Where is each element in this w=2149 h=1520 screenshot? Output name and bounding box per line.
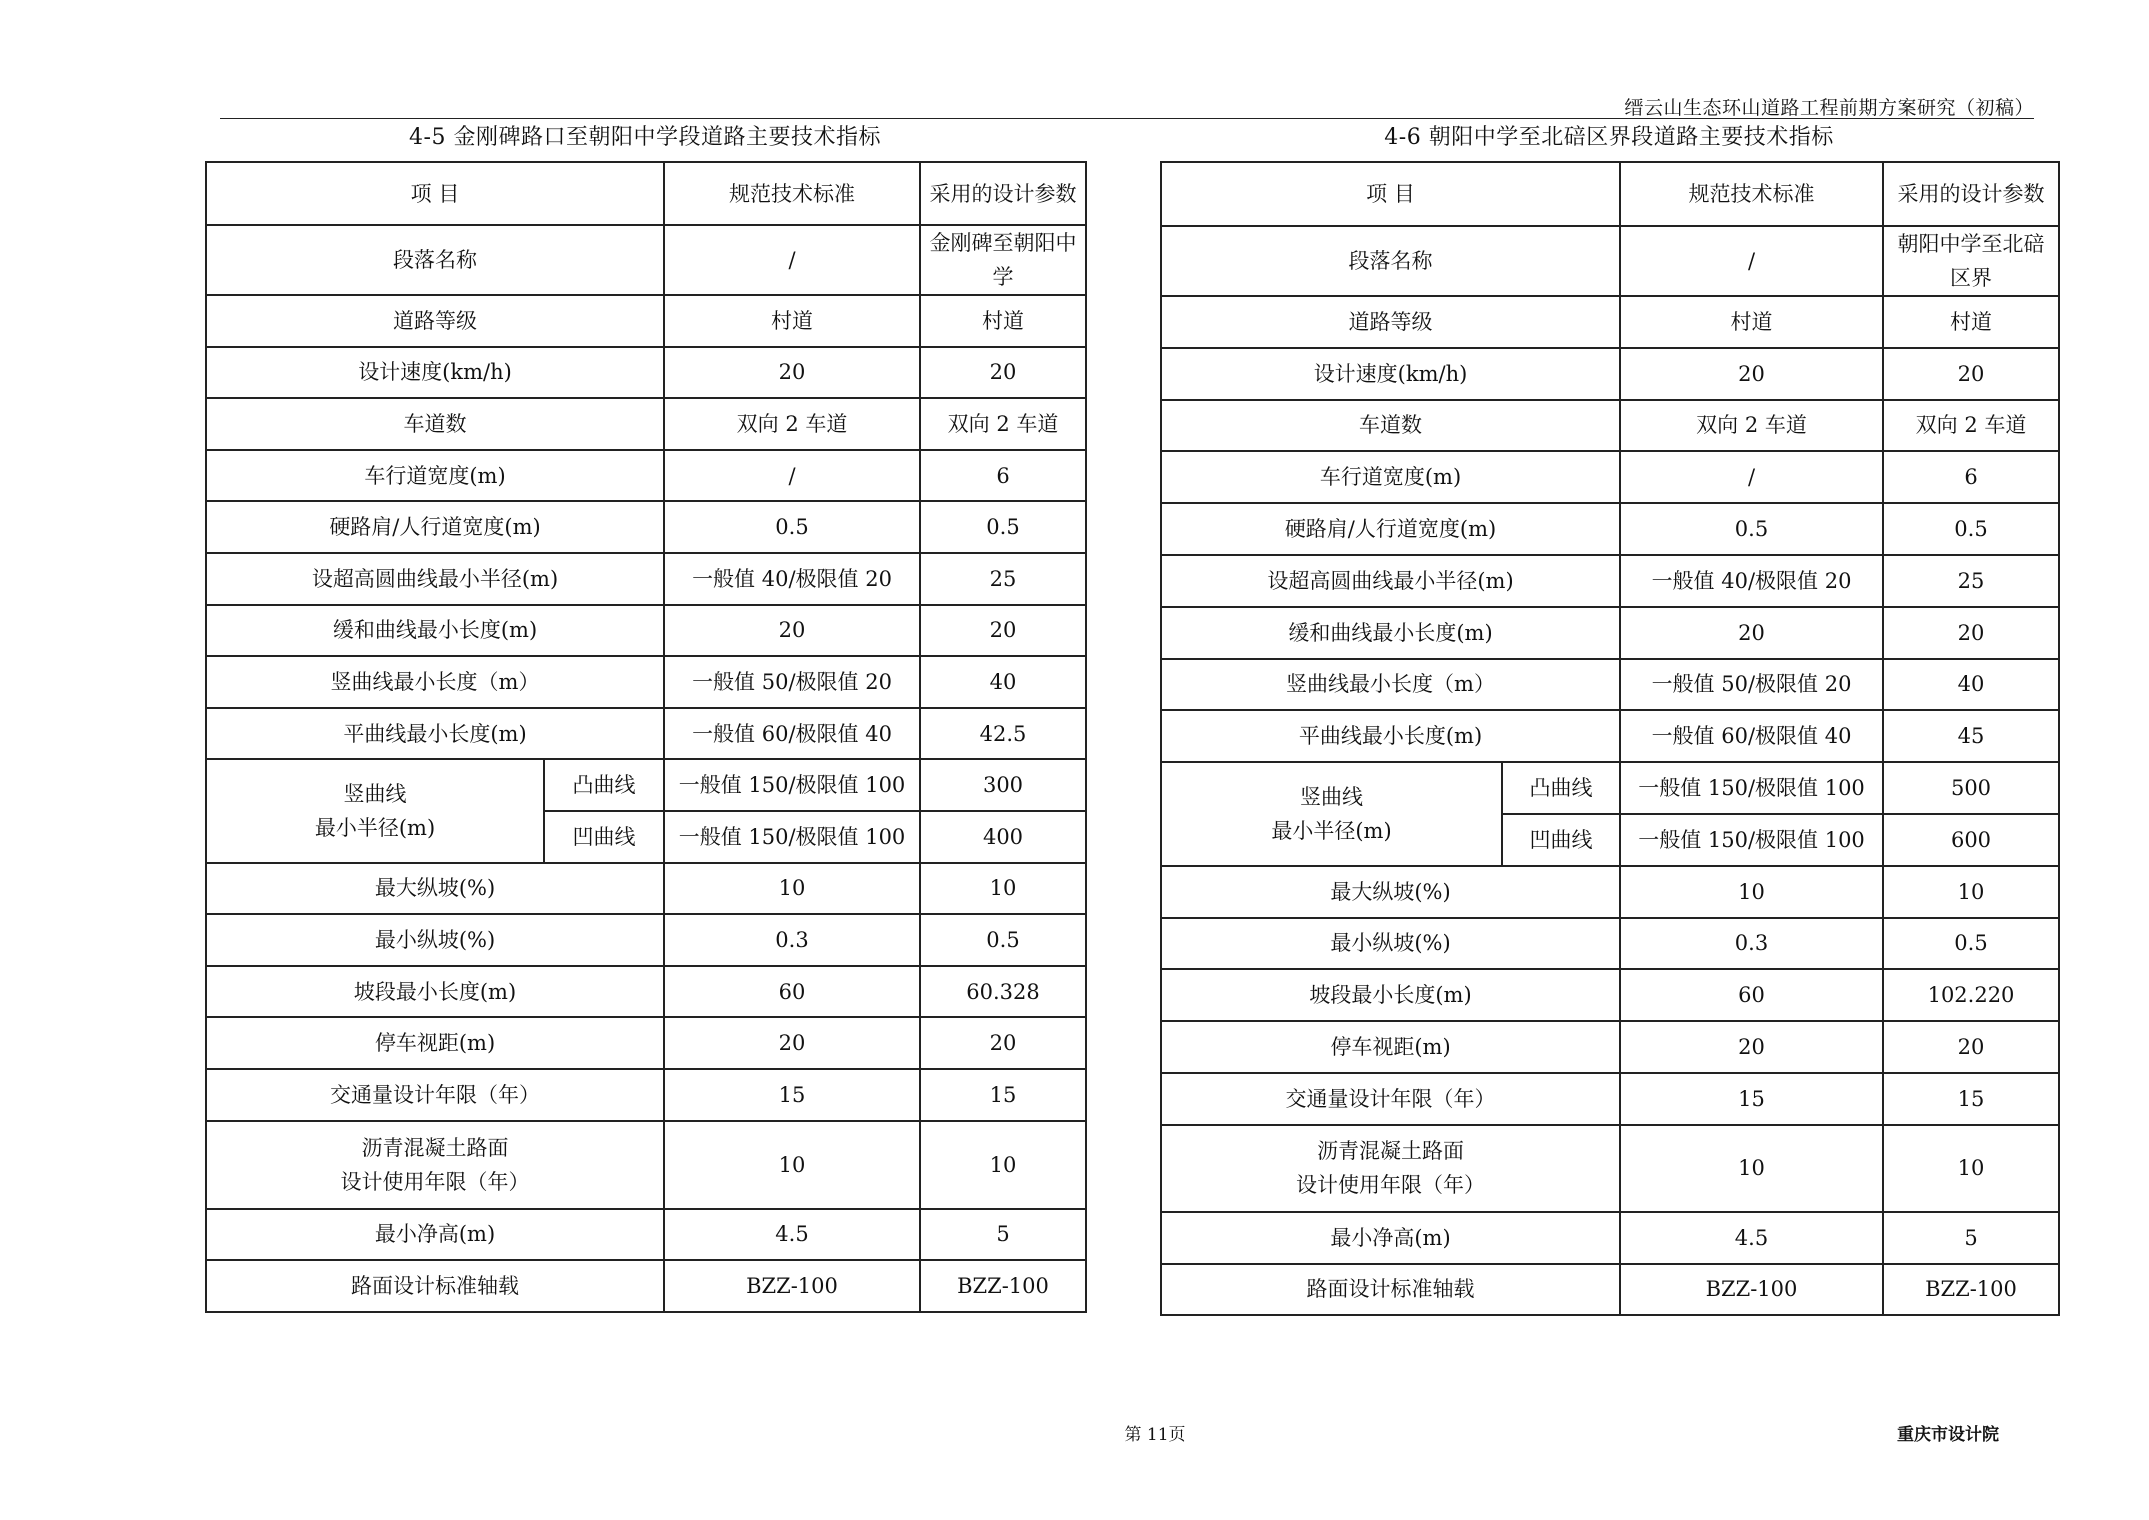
row-standard: / xyxy=(664,450,920,502)
table-row xyxy=(1161,1021,2059,1073)
row-design: 村道 xyxy=(920,295,1086,347)
row-standard: 20 xyxy=(1620,1021,1883,1073)
row-design: 40 xyxy=(920,656,1086,708)
table-row xyxy=(1161,866,2059,918)
row-standard: 双向 2 车道 xyxy=(664,398,920,450)
row-item: 停车视距(m) xyxy=(1161,1021,1620,1073)
table-row xyxy=(1161,710,2059,762)
table-row xyxy=(206,656,1086,708)
row-standard: 4.5 xyxy=(664,1209,920,1261)
table-row xyxy=(1161,659,2059,711)
row-item: 设计速度(km/h) xyxy=(1161,348,1620,400)
spec-table-left xyxy=(205,161,1087,1313)
row-standard: 0.3 xyxy=(664,914,920,966)
row-standard: BZZ-100 xyxy=(664,1260,920,1312)
table-row xyxy=(206,1017,1086,1069)
row-item: 车行道宽度(m) xyxy=(206,450,664,502)
row-standard: 20 xyxy=(664,1017,920,1069)
row-standard: 一般值 40/极限值 20 xyxy=(664,553,920,605)
row-standard: 村道 xyxy=(664,295,920,347)
row-item: 道路等级 xyxy=(1161,296,1620,348)
row-standard: / xyxy=(664,225,920,295)
asphalt-label-line1: 沥青混凝土路面 xyxy=(1317,1139,1464,1164)
row-design: 双向 2 车道 xyxy=(1883,400,2059,452)
vertical-curve-label-line2: 最小半径(m) xyxy=(1271,818,1392,843)
row-design: 10 xyxy=(1883,866,2059,918)
col-header-standard: 规范技术标准 xyxy=(1620,162,1883,226)
asphalt-label xyxy=(206,1121,664,1209)
row-design: 25 xyxy=(1883,555,2059,607)
table-row xyxy=(206,225,1086,295)
convex-label: 凸曲线 xyxy=(1502,762,1620,814)
row-item: 硬路肩/人行道宽度(m) xyxy=(1161,503,1620,555)
row-item: 硬路肩/人行道宽度(m) xyxy=(206,501,664,553)
row-standard: 20 xyxy=(1620,607,1883,659)
table-row xyxy=(206,1069,1086,1121)
header-rule xyxy=(220,118,2034,119)
row-item: 最小纵坡(%) xyxy=(206,914,664,966)
table-row xyxy=(1161,555,2059,607)
table-row xyxy=(1161,1073,2059,1125)
table-row xyxy=(206,914,1086,966)
concave-standard: 一般值 150/极限值 100 xyxy=(1620,814,1883,866)
table-row xyxy=(1161,451,2059,503)
row-design: 6 xyxy=(1883,451,2059,503)
row-standard: 村道 xyxy=(1620,296,1883,348)
convex-label: 凸曲线 xyxy=(544,759,664,811)
row-standard: 一般值 50/极限值 20 xyxy=(664,656,920,708)
row-design: 45 xyxy=(1883,710,2059,762)
row-design: BZZ-100 xyxy=(920,1260,1086,1312)
row-design: 10 xyxy=(920,863,1086,915)
row-design: 0.5 xyxy=(920,914,1086,966)
asphalt-label-line2: 设计使用年限（年） xyxy=(340,1169,530,1194)
row-item: 最大纵坡(%) xyxy=(206,863,664,915)
row-design: 20 xyxy=(1883,348,2059,400)
row-standard: 0.5 xyxy=(664,501,920,553)
row-standard: 一般值 60/极限值 40 xyxy=(664,708,920,760)
spec-table-right xyxy=(1160,161,2060,1316)
table-row xyxy=(1161,400,2059,452)
row-design: 0.5 xyxy=(1883,503,2059,555)
row-item: 缓和曲线最小长度(m) xyxy=(1161,607,1620,659)
col-header-item: 项 目 xyxy=(206,162,664,225)
row-design: 20 xyxy=(920,1017,1086,1069)
row-item: 路面设计标准轴载 xyxy=(1161,1264,1620,1316)
row-standard: 4.5 xyxy=(1620,1212,1883,1264)
row-standard: 双向 2 车道 xyxy=(1620,400,1883,452)
header-row xyxy=(206,162,1086,225)
row-item: 最小净高(m) xyxy=(206,1209,664,1261)
row-standard: / xyxy=(1620,451,1883,503)
table-row xyxy=(1161,1264,2059,1316)
table-row xyxy=(1161,296,2059,348)
table-row xyxy=(206,553,1086,605)
concave-design: 400 xyxy=(920,811,1086,863)
row-item: 道路等级 xyxy=(206,295,664,347)
asphalt-label-line1: 沥青混凝土路面 xyxy=(361,1135,509,1160)
row-item: 坡段最小长度(m) xyxy=(1161,969,1620,1021)
col-header-design: 采用的设计参数 xyxy=(920,162,1086,225)
row-item: 车道数 xyxy=(1161,400,1620,452)
table-row xyxy=(206,450,1086,502)
row-item: 设超高圆曲线最小半径(m) xyxy=(1161,555,1620,607)
row-item: 设计速度(km/h) xyxy=(206,347,664,399)
vertical-curve-label xyxy=(1161,762,1502,866)
row-design: 15 xyxy=(920,1069,1086,1121)
row-design: 60.328 xyxy=(920,966,1086,1018)
table-row xyxy=(206,605,1086,657)
row-design: 村道 xyxy=(1883,296,2059,348)
row-standard: 20 xyxy=(664,347,920,399)
table-row xyxy=(206,398,1086,450)
row-standard: 60 xyxy=(664,966,920,1018)
table-row xyxy=(1161,226,2059,296)
table-row xyxy=(1161,969,2059,1021)
table-row xyxy=(1161,503,2059,555)
row-item: 车道数 xyxy=(206,398,664,450)
row-item: 段落名称 xyxy=(206,225,664,295)
asphalt-row xyxy=(1161,1125,2059,1212)
row-item: 缓和曲线最小长度(m) xyxy=(206,605,664,657)
concave-label: 凹曲线 xyxy=(1502,814,1620,866)
row-item: 竖曲线最小长度（m） xyxy=(1161,659,1620,711)
asphalt-standard: 10 xyxy=(1620,1125,1883,1212)
row-design: BZZ-100 xyxy=(1883,1264,2059,1316)
row-design: 0.5 xyxy=(1883,918,2059,970)
vertical-curve-label-line1: 竖曲线 xyxy=(343,781,407,806)
row-design: 0.5 xyxy=(920,501,1086,553)
table-row xyxy=(206,708,1086,760)
row-standard: 一般值 50/极限值 20 xyxy=(1620,659,1883,711)
row-item: 设超高圆曲线最小半径(m) xyxy=(206,553,664,605)
organization-name: 重庆市设计院 xyxy=(1897,1425,1999,1445)
vertical-curve-row xyxy=(206,759,1086,811)
asphalt-row xyxy=(206,1121,1086,1209)
asphalt-label xyxy=(1161,1125,1620,1212)
concave-design: 600 xyxy=(1883,814,2059,866)
table-row xyxy=(1161,348,2059,400)
row-design: 6 xyxy=(920,450,1086,502)
table-row xyxy=(1161,1212,2059,1264)
row-standard: 10 xyxy=(664,863,920,915)
row-standard: 60 xyxy=(1620,969,1883,1021)
vertical-curve-label-line2: 最小半径(m) xyxy=(314,815,436,840)
row-standard: 一般值 40/极限值 20 xyxy=(1620,555,1883,607)
row-design: 20 xyxy=(920,347,1086,399)
row-design: 42.5 xyxy=(920,708,1086,760)
row-design: 25 xyxy=(920,553,1086,605)
asphalt-design: 10 xyxy=(1883,1125,2059,1212)
row-design: 20 xyxy=(1883,607,2059,659)
asphalt-label-line2: 设计使用年限（年） xyxy=(1296,1173,1485,1198)
row-item: 车行道宽度(m) xyxy=(1161,451,1620,503)
row-design: 102.220 xyxy=(1883,969,2059,1021)
row-standard: 20 xyxy=(664,605,920,657)
row-standard: 20 xyxy=(1620,348,1883,400)
row-item: 平曲线最小长度(m) xyxy=(1161,710,1620,762)
row-standard: 15 xyxy=(1620,1073,1883,1125)
table-row xyxy=(206,501,1086,553)
col-header-standard: 规范技术标准 xyxy=(664,162,920,225)
convex-standard: 一般值 150/极限值 100 xyxy=(664,759,920,811)
row-item: 竖曲线最小长度（m） xyxy=(206,656,664,708)
table-title-right: 4-6 朝阳中学至北碚区界段道路主要技术指标 xyxy=(1384,125,1834,150)
row-design: 朝阳中学至北碚区界 xyxy=(1883,226,2059,296)
row-design: 双向 2 车道 xyxy=(920,398,1086,450)
table-row xyxy=(1161,918,2059,970)
table-row xyxy=(206,295,1086,347)
table-row xyxy=(206,1260,1086,1312)
document-header: 缙云山生态环山道路工程前期方案研究（初稿） xyxy=(1624,97,2034,119)
table-row xyxy=(206,1209,1086,1261)
row-standard: 10 xyxy=(1620,866,1883,918)
row-item: 最大纵坡(%) xyxy=(1161,866,1620,918)
row-item: 停车视距(m) xyxy=(206,1017,664,1069)
table-row xyxy=(206,347,1086,399)
row-design: 20 xyxy=(1883,1021,2059,1073)
row-design: 金刚碑至朝阳中学 xyxy=(920,225,1086,295)
row-item: 段落名称 xyxy=(1161,226,1620,296)
row-item: 最小纵坡(%) xyxy=(1161,918,1620,970)
convex-design: 500 xyxy=(1883,762,2059,814)
vertical-curve-label-line1: 竖曲线 xyxy=(1300,784,1363,809)
asphalt-design: 10 xyxy=(920,1121,1086,1209)
col-header-item: 项 目 xyxy=(1161,162,1620,226)
row-design: 5 xyxy=(920,1209,1086,1261)
row-item: 坡段最小长度(m) xyxy=(206,966,664,1018)
row-item: 最小净高(m) xyxy=(1161,1212,1620,1264)
row-item: 路面设计标准轴载 xyxy=(206,1260,664,1312)
vertical-curve-label xyxy=(206,759,544,862)
table-row xyxy=(1161,607,2059,659)
row-item: 交通量设计年限（年） xyxy=(206,1069,664,1121)
row-item: 平曲线最小长度(m) xyxy=(206,708,664,760)
convex-design: 300 xyxy=(920,759,1086,811)
row-standard: 0.5 xyxy=(1620,503,1883,555)
table-row xyxy=(206,966,1086,1018)
row-item: 交通量设计年限（年） xyxy=(1161,1073,1620,1125)
convex-standard: 一般值 150/极限值 100 xyxy=(1620,762,1883,814)
row-standard: 15 xyxy=(664,1069,920,1121)
col-header-design: 采用的设计参数 xyxy=(1883,162,2059,226)
row-standard: 一般值 60/极限值 40 xyxy=(1620,710,1883,762)
row-standard: BZZ-100 xyxy=(1620,1264,1883,1316)
header-row xyxy=(1161,162,2059,226)
row-design: 20 xyxy=(920,605,1086,657)
row-standard: 0.3 xyxy=(1620,918,1883,970)
asphalt-standard: 10 xyxy=(664,1121,920,1209)
row-design: 40 xyxy=(1883,659,2059,711)
vertical-curve-row xyxy=(1161,762,2059,814)
concave-standard: 一般值 150/极限值 100 xyxy=(664,811,920,863)
page-number: 第 11页 xyxy=(1124,1425,1186,1445)
table-title-left: 4-5 金刚碑路口至朝阳中学段道路主要技术指标 xyxy=(409,125,881,150)
table-row xyxy=(206,863,1086,915)
row-design: 15 xyxy=(1883,1073,2059,1125)
row-design: 5 xyxy=(1883,1212,2059,1264)
row-standard: / xyxy=(1620,226,1883,296)
concave-label: 凹曲线 xyxy=(544,811,664,863)
